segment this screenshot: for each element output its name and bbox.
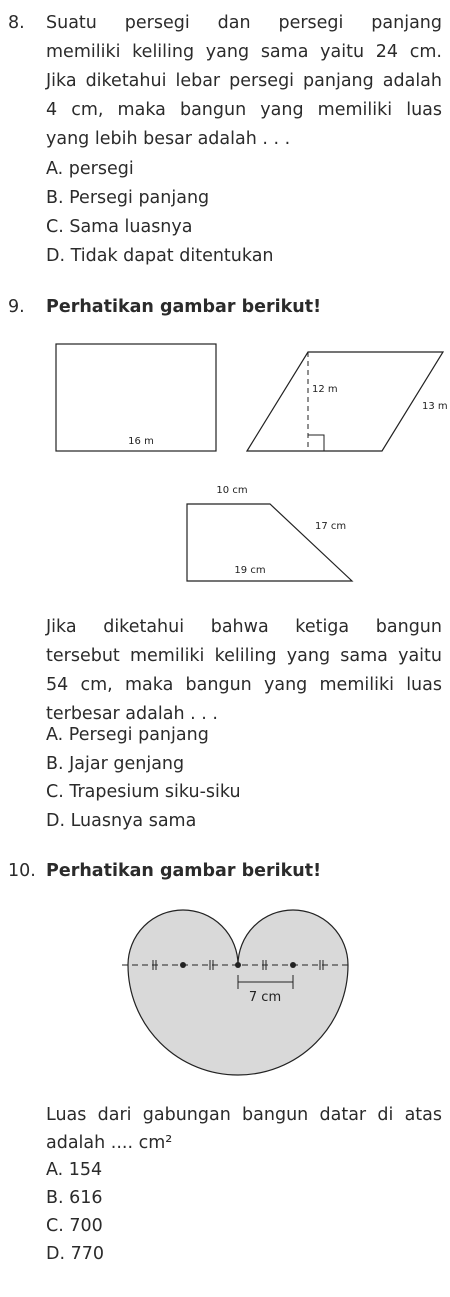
question-text-line: memiliki keliling yang sama yaitu 24 cm. (46, 42, 442, 62)
question-text-line (46, 1129, 172, 1158)
center-dot (235, 962, 241, 968)
option-d[interactable]: D. 770 (46, 1244, 105, 1264)
option-a[interactable]: A. persegi (46, 159, 134, 179)
question-text-line: Jika diketahui bahwa ketiga bangun (46, 617, 442, 637)
question-text-line: 54 cm, maka bangun yang memiliki luas (46, 675, 442, 695)
combined-shape (128, 910, 348, 1075)
unit-label: cm² (138, 1133, 173, 1153)
option-b[interactable]: B. Jajar genjang (46, 754, 185, 774)
heart-figure (100, 895, 360, 1095)
option-c[interactable]: C. 700 (46, 1216, 103, 1236)
question-number: 10. (8, 861, 36, 881)
parallelogram-height-label: 12 m (312, 384, 338, 395)
rectangle-shape (56, 344, 216, 451)
question-text: adalah .... (46, 1133, 139, 1153)
parallelogram-side-label: 13 m (422, 401, 448, 412)
question-text-line: Luas dari gabungan bangun datar di atas (46, 1105, 442, 1125)
option-b[interactable]: B. Persegi panjang (46, 188, 210, 208)
right-angle-marker (308, 435, 324, 451)
center-dot (180, 962, 186, 968)
figure-shapes (0, 330, 450, 600)
question-heading: Perhatikan gambar berikut! (46, 861, 322, 881)
option-c[interactable]: C. Trapesium siku-siku (46, 782, 241, 802)
option-a[interactable]: A. 154 (46, 1160, 103, 1180)
trapezoid-bottom-label: 19 cm (234, 565, 266, 576)
question-text-line: terbesar adalah . . . (46, 704, 218, 724)
question-number: 8. (8, 13, 25, 33)
trapezoid-slant-label: 17 cm (315, 521, 347, 532)
trapezoid-top-label: 10 cm (216, 485, 248, 496)
question-number: 9. (8, 297, 25, 317)
measure-label: 7 cm (248, 990, 282, 1005)
option-d[interactable]: D. Tidak dapat ditentukan (46, 246, 274, 266)
option-b[interactable]: B. 616 (46, 1188, 103, 1208)
question-text-line: 4 cm, maka bangun yang memiliki luas (46, 100, 442, 120)
question-text-line: Suatu persegi dan persegi panjang (46, 13, 442, 33)
question-text-line: Jika diketahui lebar persegi panjang adalah (46, 71, 442, 91)
option-a[interactable]: A. Persegi panjang (46, 725, 209, 745)
option-c[interactable]: C. Sama luasnya (46, 217, 193, 237)
parallelogram-shape (247, 352, 443, 451)
question-text-line: tersebut memiliki keliling yang sama yaitu (46, 646, 442, 666)
center-dot (290, 962, 296, 968)
question-heading: Perhatikan gambar berikut! (46, 297, 322, 317)
rectangle-length-label: 16 m (128, 436, 154, 447)
trapezoid-shape (187, 504, 352, 581)
option-d[interactable]: D. Luasnya sama (46, 811, 197, 831)
question-text-line: yang lebih besar adalah . . . (46, 129, 291, 149)
